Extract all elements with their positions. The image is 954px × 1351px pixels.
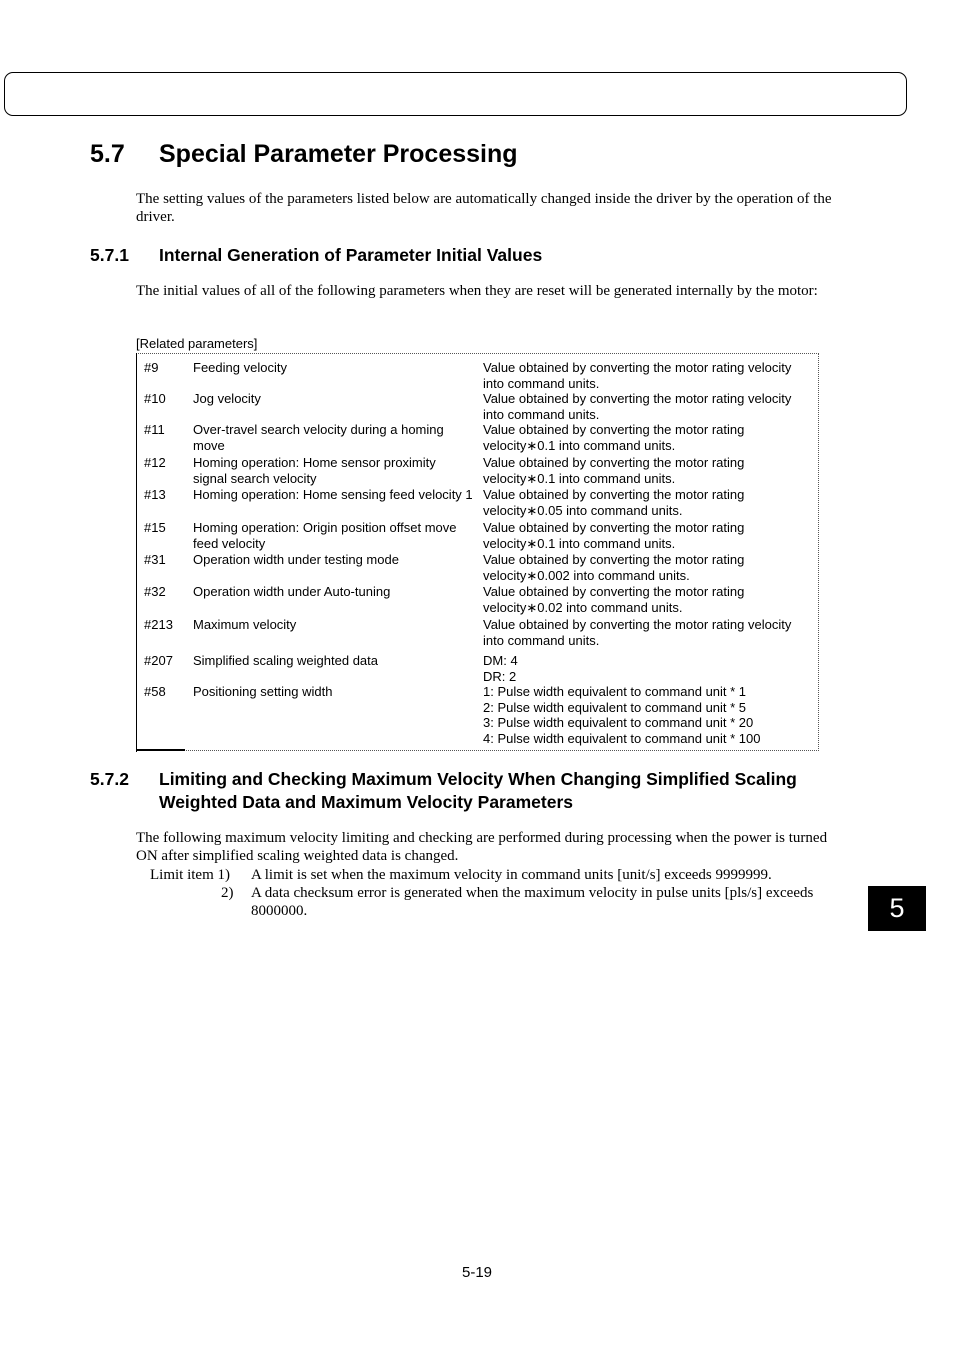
param-name: Operation width under Auto-tuning [193,584,391,599]
limit-item-label: Limit item 1) [150,867,230,883]
param-id: #213 [144,617,173,632]
table-left-border [136,353,137,752]
section-number: 5.7 [90,140,125,168]
param-id: #31 [144,552,166,567]
param-value: Value obtained by converting the motor rating velocity∗0.02 into command units. [483,584,745,615]
chapter-tab: 5 [868,886,926,931]
subsection-1-paragraph: The initial values of all of the following parameters when they are reset will be generated internally by the motor: [136,283,818,299]
param-name: Positioning setting width [193,684,333,699]
param-value: Value obtained by converting the motor rating velocity into command units. [483,617,792,648]
param-name: Maximum velocity [193,617,297,632]
table-bottom-mark [136,749,185,751]
intro-paragraph: The setting values of the parameters listed below are automatically changed inside the driver by the operation of the driver. [136,191,832,225]
param-name: Simplified scaling weighted data [193,653,378,668]
section-heading [90,140,518,169]
param-value: 1: Pulse width equivalent to command unit * 1 2: Pulse width equivalent to command unit * 5 3: Pulse width equivalent to command unit * 20 4: Pulse width equivalent to command unit * 100 [483,684,761,746]
param-name: Jog velocity [193,391,261,406]
param-id: #12 [144,455,166,470]
header-frame [4,72,907,116]
related-parameters-table [136,353,819,751]
page-number: 5-19 [461,1264,493,1281]
related-parameters-caption: [Related parameters] [136,336,258,351]
param-value: Value obtained by converting the motor rating velocity∗0.1 into command units. [483,422,745,453]
param-id: #58 [144,684,166,699]
param-value: DM: 4 DR: 2 [483,653,518,684]
param-value: Value obtained by converting the motor rating velocity∗0.1 into command units. [483,455,745,486]
param-name: Homing operation: Home sensing feed velocity 1 [193,487,473,502]
param-name: Homing operation: Home sensor proximity signal search velocity [193,455,436,486]
param-id: #207 [144,653,173,668]
param-value: Value obtained by converting the motor rating velocity∗0.002 into command units. [483,552,745,583]
param-id: #10 [144,391,166,406]
section-title: Special Parameter Processing [159,140,518,168]
param-value: Value obtained by converting the motor rating velocity∗0.05 into command units. [483,487,745,518]
subsection-1-title: Internal Generation of Parameter Initial Values [159,245,543,265]
subsection-2-paragraph: The following maximum velocity limiting and checking are performed during processing when the power is turned ON after simplified scaling weighted data is changed. [136,830,828,864]
limit-item-2-label: 2) [221,885,234,901]
subsection-2-title-line1: Limiting and Checking Maximum Velocity When Changing Simplified Scaling [159,769,797,789]
param-id: #32 [144,584,166,599]
param-name: Homing operation: Origin position offset move feed velocity [193,520,457,551]
subsection-2-number: 5.7.2 [90,769,129,789]
param-name: Over-travel search velocity during a homing move [193,422,444,453]
param-value: Value obtained by converting the motor rating velocity into command units. [483,391,792,422]
subsection-2-title-line2: Weighted Data and Maximum Velocity Parameters [159,792,573,812]
param-value: Value obtained by converting the motor rating velocity∗0.1 into command units. [483,520,745,551]
param-id: #11 [144,422,165,437]
param-name: Operation width under testing mode [193,552,399,567]
param-id: #9 [144,360,159,375]
param-name: Feeding velocity [193,360,287,375]
param-value: Value obtained by converting the motor rating velocity into command units. [483,360,792,391]
param-id: #13 [144,487,166,502]
subsection-1-number: 5.7.1 [90,245,129,265]
param-id: #15 [144,520,166,535]
limit-item-2: A data checksum error is generated when the maximum velocity in pulse units [pls/s] exceeds 8000000. [251,885,814,919]
limit-item-1: A limit is set when the maximum velocity in command units [unit/s] exceeds 9999999. [251,867,772,883]
